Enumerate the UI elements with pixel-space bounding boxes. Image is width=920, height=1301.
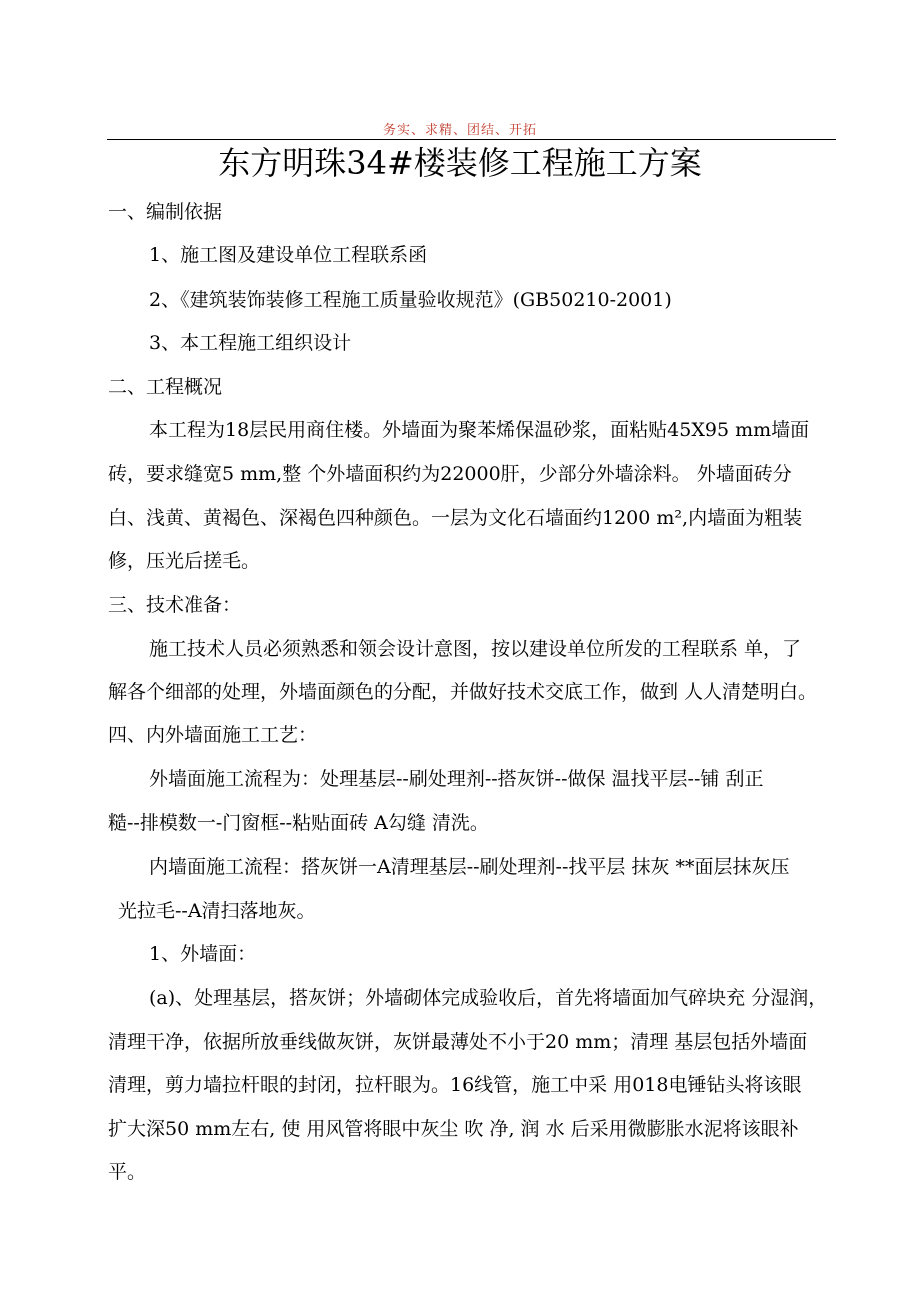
exterior-flow-line: 糙--排模数一-门窗框--粘贴面砖 A勾缝 清洗。 — [108, 812, 489, 834]
exterior-wall-line: 平。 — [108, 1161, 147, 1183]
subsection-heading-exterior-wall: 1、外墙面： — [149, 943, 257, 965]
header-divider — [107, 139, 836, 140]
exterior-wall-line: (a)、处理基层，搭灰饼；外墙砌体完成验收后，首先将墙面加气碎块充 分湿润， — [149, 987, 828, 1009]
overview-paragraph-line: 修，压光后搓毛。 — [108, 550, 261, 572]
interior-flow-line: 内墙面施工流程：搭灰饼一A清理基层--刷处理剂--找平层 抹灰 **面层抹灰压 — [149, 856, 790, 878]
basis-item: 3、本工程施工组织设计 — [149, 332, 352, 354]
section-heading-overview: 二、工程概况 — [108, 376, 223, 398]
interior-flow-line: 光拉毛--A清扫落地灰。 — [118, 900, 316, 922]
basis-item: 1、施工图及建设单位工程联系函 — [149, 244, 428, 266]
exterior-wall-line: 清理干净，依据所放垂线做灰饼，灰饼最薄处不小于20 mm；清理 基层包括外墙面 — [108, 1031, 808, 1053]
overview-paragraph-line: 本工程为18层民用商住楼。外墙面为聚苯烯保温砂浆，面粘贴45X95 mm墙面 — [149, 419, 810, 441]
overview-paragraph-line: 白、浅黄、黄褐色、深褐色四种颜色。一层为文化石墙面约1200 m²,内墙面为粗装 — [108, 507, 803, 529]
section-heading-process: 四、内外墙面施工工艺： — [108, 724, 318, 746]
basis-item: 2、《建筑装饰装修工程施工质量验收规范》(GB50210-2001) — [149, 289, 672, 311]
overview-paragraph-line: 砖，要求缝宽5 mm,整 个外墙面积约为22000肝，少部分外墙涂料。 外墙面砖分 — [108, 463, 792, 485]
section-heading-technical-prep: 三、技术准备： — [108, 594, 242, 616]
exterior-wall-line: 扩大深50 mm左右, 使 用风管将眼中灰尘 吹 净, 润 水 后采用微膨胀水泥将该眼补 — [108, 1118, 799, 1140]
technical-prep-line: 施工技术人员必须熟悉和领会设计意图，按以建设单位所发的工程联系 单，了 — [149, 638, 802, 660]
exterior-flow-line: 外墙面施工流程为：处理基层--刷处理剂--搭灰饼--做保 温找平层--铺 刮正 — [149, 768, 764, 790]
header-motto: 务实、求精、团结、开拓 — [382, 123, 537, 138]
technical-prep-line: 解各个细部的处理，外墙面颜色的分配，并做好技术交底工作，做到 人人清楚明白。 — [108, 681, 818, 703]
section-heading-basis: 一、编制依据 — [108, 201, 223, 223]
document-title: 东方明珠34#楼装修工程施工方案 — [218, 144, 702, 182]
exterior-wall-line: 清理，剪力墙拉杆眼的封闭，拉杆眼为。16线管，施工中采 用018电锤钻头将该眼 — [108, 1074, 802, 1096]
